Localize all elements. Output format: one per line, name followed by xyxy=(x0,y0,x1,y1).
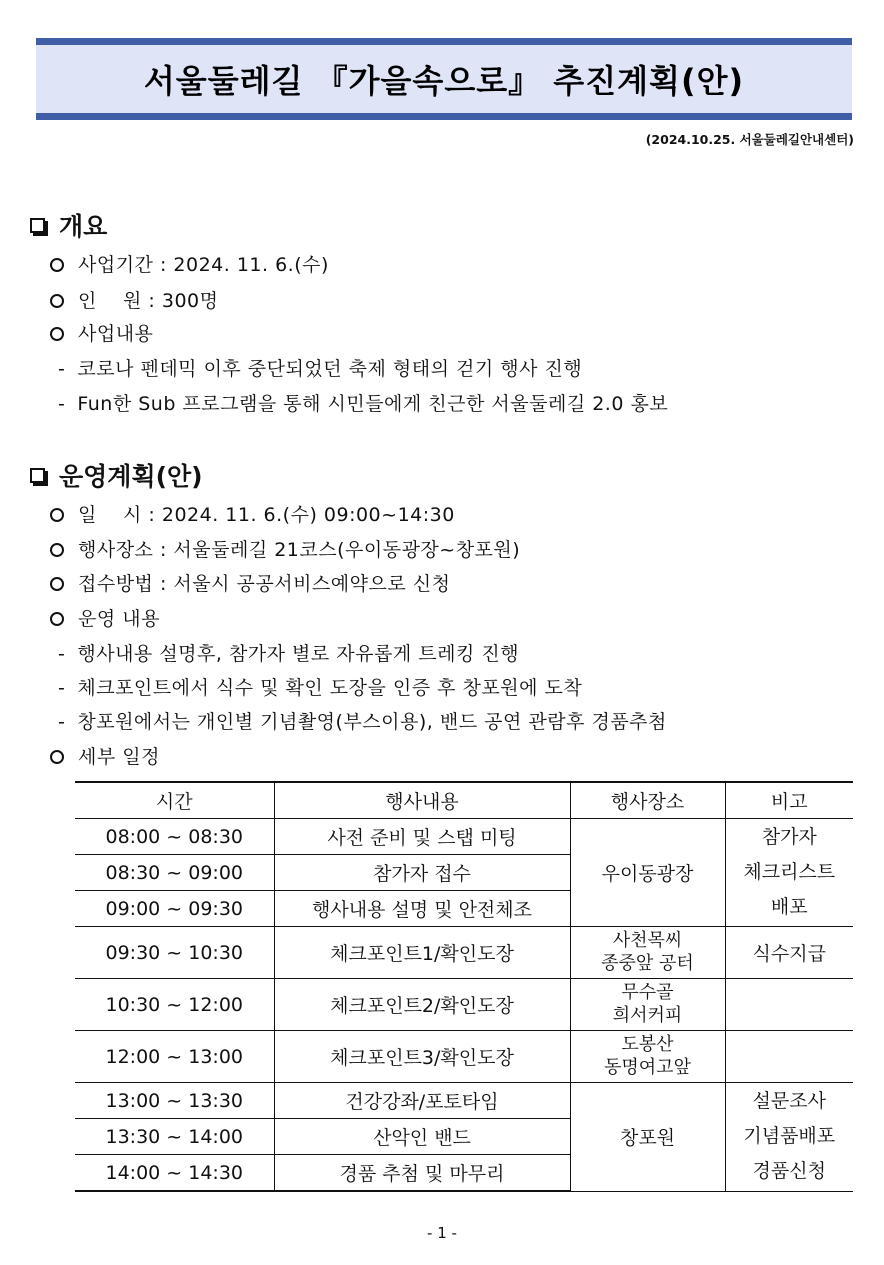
note-line: 경품신청 xyxy=(752,1160,826,1183)
detail-text: 창포원에서는 개인별 기념촬영(부스이용), 밴드 공연 관람후 경품추첨 xyxy=(77,711,667,733)
place-line: 사천목씨 xyxy=(612,930,683,951)
cell-content: 행사내용 설명 및 안전체조 xyxy=(274,891,570,927)
cell-content: 사전 준비 및 스탭 미팅 xyxy=(274,819,570,855)
overview-item-content xyxy=(50,319,153,346)
column-header-place: 행사장소 xyxy=(570,782,725,819)
cell-place xyxy=(570,1031,725,1083)
circle-bullet-icon xyxy=(50,327,64,341)
item-value: 300명 xyxy=(161,290,219,312)
cell-place: 창포원 xyxy=(570,1083,725,1192)
title-banner xyxy=(36,38,852,120)
cell-place xyxy=(570,927,725,979)
plan-detail-2: - 체크포인트에서 식수 및 확인 도장을 인증 후 창포원에 도착 xyxy=(58,677,583,699)
item-label: 세부 일정 xyxy=(78,746,160,768)
table-row xyxy=(75,927,853,979)
item-value: 서울둘레길 21코스(우이동광장~창포원) xyxy=(173,539,521,561)
overview-detail-1: - 코로나 펜데믹 이후 중단되었던 축제 형태의 걷기 행사 진행 xyxy=(58,358,583,380)
circle-bullet-icon xyxy=(50,543,64,557)
cell-time: 08:30 ~ 09:00 xyxy=(75,855,274,891)
note-line: 참가자 xyxy=(761,826,817,848)
note-line: 체크리스트 xyxy=(743,861,836,883)
note-line: 설문조사 xyxy=(752,1090,826,1113)
plan-item-venue: 행사장소 : 서울둘레길 21코스(우이동광장~창포원) xyxy=(50,535,520,562)
plan-detail-3: - 창포원에서는 개인별 기념촬영(부스이용), 밴드 공연 관람후 경품추첨 xyxy=(58,711,667,733)
cell-time: 14:00 ~ 14:30 xyxy=(75,1155,274,1192)
schedule-table xyxy=(75,781,853,1192)
checkbox-square-icon xyxy=(30,468,45,483)
cell-note: 식수지급 xyxy=(725,927,853,979)
page-number: - 1 - xyxy=(427,1224,457,1242)
overview-item-people: 인 원 : 300명 xyxy=(50,286,218,313)
section-title: 운영계획(안) xyxy=(59,462,203,491)
column-header-note: 비고 xyxy=(725,782,853,819)
circle-bullet-icon xyxy=(50,258,64,272)
item-label: 접수방법 xyxy=(78,573,154,595)
item-value: 2024. 11. 6.(수) 09:00~14:30 xyxy=(161,504,455,526)
circle-bullet-icon xyxy=(50,508,64,522)
document-title: 서울둘레길 『가을속으로』 추진계획(안) xyxy=(143,62,745,100)
detail-text: 체크포인트에서 식수 및 확인 도장을 인증 후 창포원에 도착 xyxy=(77,677,583,699)
cell-content: 경품 추첨 및 마무리 xyxy=(274,1155,570,1192)
cell-time: 10:30 ~ 12:00 xyxy=(75,979,274,1031)
plan-detail-1: - 행사내용 설명후, 참가자 별로 자유롭게 트레킹 진행 xyxy=(58,643,520,665)
cell-content: 참가자 접수 xyxy=(274,855,570,891)
cell-content: 산악인 밴드 xyxy=(274,1119,570,1155)
overview-item-period: 사업기간 : 2024. 11. 6.(수) xyxy=(50,250,329,277)
circle-bullet-icon xyxy=(50,750,64,764)
cell-time: 09:30 ~ 10:30 xyxy=(75,927,274,979)
place-line: 무수골 xyxy=(621,982,674,1003)
place-line: 종중앞 공터 xyxy=(601,952,694,974)
cell-time: 08:00 ~ 08:30 xyxy=(75,819,274,855)
cell-content: 체크포인트3/확인도장 xyxy=(274,1031,570,1083)
cell-place: 우이동광장 xyxy=(570,819,725,927)
note-line: 배포 xyxy=(770,896,808,918)
checkbox-square-icon xyxy=(30,218,45,233)
table-row xyxy=(75,979,853,1031)
circle-bullet-icon xyxy=(50,294,64,308)
item-label: 행사장소 xyxy=(78,539,154,561)
cell-place xyxy=(570,979,725,1031)
column-header-content: 행사내용 xyxy=(274,782,570,819)
item-label: 운영 내용 xyxy=(78,608,160,630)
place-line: 동명여고앞 xyxy=(604,1056,691,1078)
cell-time: 13:30 ~ 14:00 xyxy=(75,1119,274,1155)
cell-time: 12:00 ~ 13:00 xyxy=(75,1031,274,1083)
table-row xyxy=(75,1031,853,1083)
cell-time: 09:00 ~ 09:30 xyxy=(75,891,274,927)
cell-note xyxy=(725,1083,853,1192)
cell-note xyxy=(725,979,853,1031)
cell-content: 건강강좌/포토타임 xyxy=(274,1083,570,1119)
cell-content: 체크포인트2/확인도장 xyxy=(274,979,570,1031)
overview-detail-2: - Fun한 Sub 프로그램을 통해 시민들에게 친근한 서울둘레길 2.0 홍보 xyxy=(58,393,669,415)
section-plan-heading xyxy=(30,457,203,493)
item-label: 일 시 xyxy=(78,504,142,526)
section-overview-heading xyxy=(30,207,107,243)
detail-text: Fun한 Sub 프로그램을 통해 시민들에게 친근한 서울둘레길 2.0 홍보 xyxy=(77,393,669,415)
item-label: 사업내용 xyxy=(78,323,154,345)
section-title: 개요 xyxy=(59,212,108,241)
place-line: 희서커피 xyxy=(612,1004,683,1026)
detail-text: 행사내용 설명후, 참가자 별로 자유롭게 트레킹 진행 xyxy=(77,643,520,665)
circle-bullet-icon xyxy=(50,612,64,626)
detail-text: 코로나 펜데믹 이후 중단되었던 축제 형태의 걷기 행사 진행 xyxy=(77,358,583,380)
plan-item-operation xyxy=(50,604,160,631)
column-header-time: 시간 xyxy=(75,782,274,819)
item-value: 서울시 공공서비스예약으로 신청 xyxy=(173,573,451,595)
plan-item-registration: 접수방법 : 서울시 공공서비스예약으로 신청 xyxy=(50,569,450,596)
plan-item-datetime: 일 시 : 2024. 11. 6.(수) 09:00~14:30 xyxy=(50,500,455,527)
note-line: 기념품배포 xyxy=(743,1125,836,1148)
item-label: 인 원 xyxy=(78,290,142,312)
item-label: 사업기간 xyxy=(78,254,154,276)
item-value: 2024. 11. 6.(수) xyxy=(173,254,329,276)
document-date: (2024.10.25. 서울둘레길안내센터) xyxy=(645,132,854,147)
cell-note xyxy=(725,1031,853,1083)
cell-note xyxy=(725,819,853,927)
table-row xyxy=(75,1083,853,1119)
plan-schedule-label xyxy=(50,742,160,769)
table-header-row xyxy=(75,782,853,819)
cell-time: 13:00 ~ 13:30 xyxy=(75,1083,274,1119)
table-row xyxy=(75,819,853,855)
place-line: 도봉산 xyxy=(621,1034,674,1055)
cell-content: 체크포인트1/확인도장 xyxy=(274,927,570,979)
circle-bullet-icon xyxy=(50,577,64,591)
